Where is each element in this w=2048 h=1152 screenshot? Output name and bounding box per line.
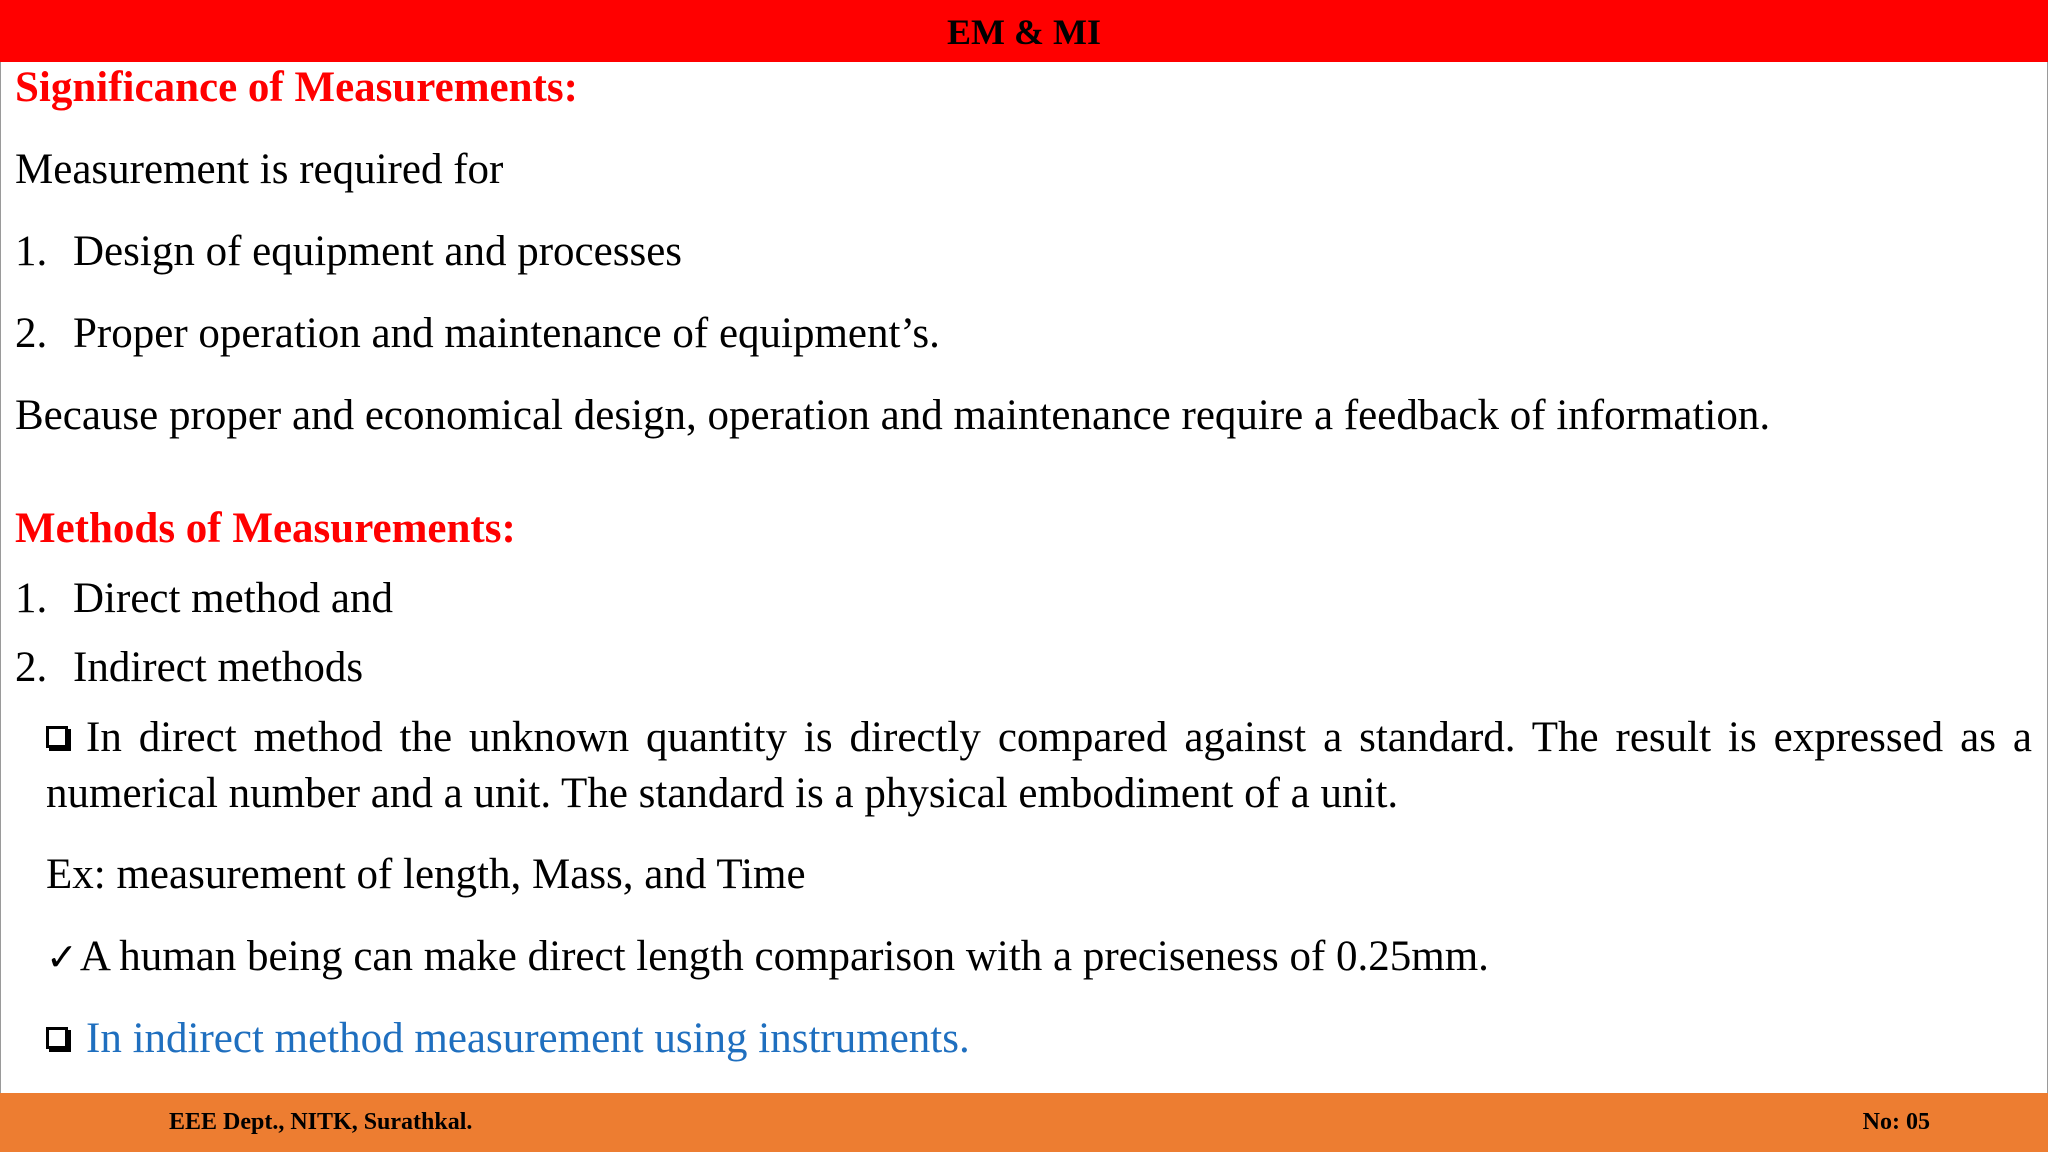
check-text: A human being can make direct length comparison with a preciseness of 0.25mm. bbox=[79, 933, 1489, 980]
section-heading-significance: Significance of Measurements: bbox=[15, 64, 578, 111]
list-number: 2. bbox=[15, 644, 48, 691]
checkbox-icon bbox=[46, 726, 68, 748]
list-text: Direct method and bbox=[73, 575, 394, 622]
list-item bbox=[15, 643, 363, 693]
footer-dept: EEE Dept., NITK, Surathkal. bbox=[169, 1109, 473, 1135]
indirect-method-paragraph bbox=[46, 1011, 970, 1067]
slide-footer bbox=[0, 1093, 2048, 1152]
check-point bbox=[46, 929, 1489, 985]
because-text: Because proper and economical design, operation and maintenance require a feedback of information. bbox=[15, 392, 1771, 439]
slide-header bbox=[0, 0, 2048, 62]
list-number: 1. bbox=[15, 575, 48, 622]
direct-method-paragraph bbox=[46, 710, 2032, 822]
indirect-method-text: In indirect method measurement using instruments. bbox=[86, 1015, 970, 1062]
list-text: Design of equipment and processes bbox=[73, 228, 683, 275]
list-item bbox=[15, 309, 940, 359]
header-title: EM & MI bbox=[947, 12, 1101, 52]
list-text: Indirect methods bbox=[73, 644, 364, 691]
direct-method-text: In direct method the unknown quantity is directly compared against a standard. The result is expressed as a numerical number and a unit. The standard is a physical embodiment of a unit. bbox=[46, 714, 2032, 817]
list-item bbox=[15, 574, 393, 624]
check-icon: ✓ bbox=[46, 935, 78, 979]
example-text: Ex: measurement of length, Mass, and Time bbox=[46, 851, 806, 898]
section-heading-methods: Methods of Measurements: bbox=[15, 505, 516, 552]
list-item bbox=[15, 227, 682, 277]
list-text: Proper operation and maintenance of equipment’s. bbox=[73, 310, 940, 357]
checkbox-icon bbox=[46, 1027, 68, 1049]
list-number: 2. bbox=[15, 310, 48, 357]
slide-number: No: 05 bbox=[1862, 1109, 1930, 1135]
list-number: 1. bbox=[15, 228, 48, 275]
intro-text: Measurement is required for bbox=[15, 146, 504, 193]
